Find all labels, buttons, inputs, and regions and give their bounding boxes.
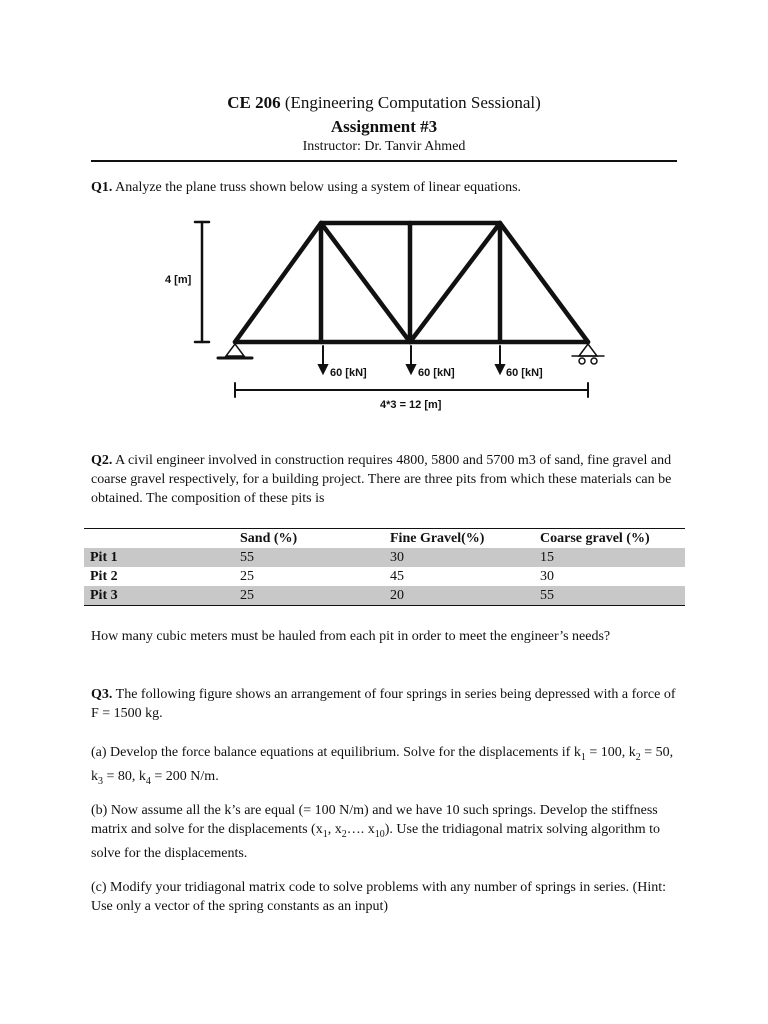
part-a-text: = 200 N/m. [150, 768, 219, 784]
pin-support [218, 344, 252, 358]
subscript: 10 [374, 828, 385, 840]
assignment-title: Assignment #3 [330, 117, 438, 136]
part-a-text: = 80, k [103, 768, 146, 784]
subscript: 1 [580, 751, 586, 763]
q1-label: Q1. [91, 180, 113, 195]
q3-label: Q3. [91, 687, 113, 702]
right-end-diagonal [500, 223, 588, 342]
subscript: 1 [322, 828, 328, 840]
arrow-head-icon [407, 365, 415, 373]
part-a-text: = 50, k [91, 745, 674, 784]
part-b-text: , x [327, 822, 342, 837]
course-name: (Engineering Computation Sessional) [284, 93, 541, 112]
q3-text: The following figure shows an arrangement of four springs in series being depressed with a force of F = 1500 kg. [91, 687, 676, 721]
table-cell: 20 [384, 586, 534, 606]
subscript: 4 [145, 775, 151, 787]
row-label: Pit 2 [90, 569, 118, 584]
part-b-text: ). Use the tridiagonal matrix solving algorithm to solve for the displacements. [91, 822, 661, 861]
header-rule [91, 160, 677, 162]
table-header-sand: Sand (%) [234, 529, 384, 549]
pit-composition-table [84, 528, 685, 606]
course-code: CE 206 [227, 93, 281, 112]
right-inner-diagonal [410, 223, 500, 342]
table-row [84, 548, 685, 567]
instructor-line: Instructor: Dr. Tanvir Ahmed [302, 139, 466, 154]
q2-question: How many cubic meters must be hauled from each pit in order to meet the engineer’s needs? [91, 629, 611, 644]
arrow-head-icon [496, 365, 504, 373]
table-row [84, 567, 685, 586]
q3-paragraph [91, 685, 681, 723]
truss-figure [150, 200, 620, 430]
q3-part-a [91, 743, 681, 791]
part-a-text: = 100, k [585, 745, 636, 760]
part-a-text: (a) Develop the force balance equations at equilibrium. Solve for the displacements if k [91, 745, 581, 760]
q1-paragraph [91, 178, 681, 197]
load-label-3: 60 [kN] [506, 367, 543, 379]
truss-members [235, 223, 588, 342]
table-cell: 30 [390, 550, 404, 565]
roller-support [572, 344, 604, 364]
span-dimension [235, 383, 588, 397]
q2-label: Q2. [91, 453, 113, 468]
subscript: 2 [635, 751, 641, 763]
q2-paragraph [91, 451, 681, 508]
row-label: Pit 3 [84, 586, 234, 606]
table-header-row [84, 529, 685, 549]
arrow-head-icon [319, 365, 327, 373]
q3-part-c: (c) Modify your tridiagonal matrix code to solve problems with any number of springs in series. (Hint: Use only a vector of the spring constants as an input) [91, 880, 667, 914]
table-cell: 55 [534, 586, 685, 606]
table-header-fine-gravel: Fine Gravel(%) [384, 529, 534, 549]
table-cell: 45 [390, 569, 404, 584]
q1-text: Analyze the plane truss shown below using a system of linear equations. [115, 180, 522, 195]
part-b-text: (b) Now assume all the k’s are equal (= 100 N/m) and we have 10 such springs. Develop the stiffness matrix and solve for the displacements (x [91, 803, 658, 837]
table-cell: 25 [234, 586, 384, 606]
subscript: 3 [98, 775, 103, 787]
q2-text: A civil engineer involved in construction requires 4800, 5800 and 5700 m3 of sand, fine gravel and coarse gravel respectively, for a building project. There are three pits from which these materials can be obtained. The composition of these pits is [91, 453, 672, 506]
row-label: Pit 1 [90, 550, 118, 565]
load-label-2: 60 [kN] [418, 367, 455, 379]
table-header-blank [84, 529, 234, 549]
left-inner-diagonal [321, 223, 410, 342]
table-header-coarse-gravel: Coarse gravel (%) [534, 529, 685, 549]
course-title [0, 93, 768, 113]
span-label: 4*3 = 12 [m] [380, 399, 442, 411]
height-label: 4 [m] [165, 274, 192, 286]
table-row [84, 586, 685, 606]
table-cell: 15 [540, 550, 554, 565]
table-cell: 30 [540, 569, 554, 584]
part-b-text: …. x [346, 822, 375, 837]
subscript: 2 [341, 828, 347, 840]
table-cell: 55 [240, 550, 254, 565]
load-label-1: 60 [kN] [330, 367, 367, 379]
left-end-diagonal [235, 223, 321, 342]
q3-part-b [91, 801, 681, 863]
table-cell: 25 [240, 569, 254, 584]
